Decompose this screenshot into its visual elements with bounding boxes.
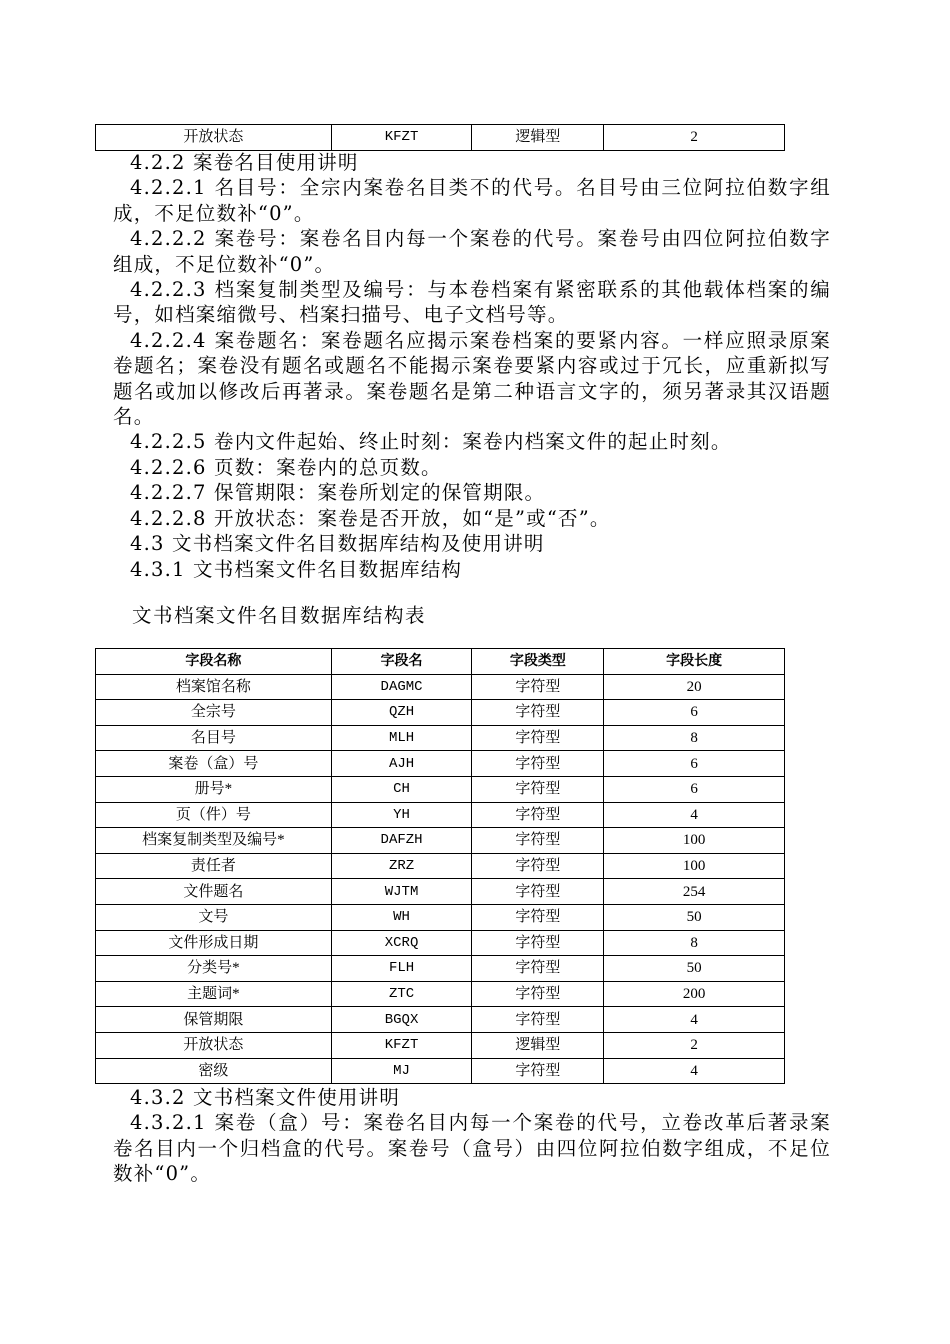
paragraph-4-2-2-5: 4.2.2.5 卷内文件起始、终止时刻：案卷内档案文件的起止时刻。 xyxy=(130,430,732,454)
field-title-cell: 密级 xyxy=(96,1058,332,1084)
field-type-cell: 字符型 xyxy=(472,776,604,802)
table-row xyxy=(96,828,785,854)
field-length-cell: 20 xyxy=(604,674,785,700)
header-field-name: 字段名 xyxy=(331,649,472,675)
field-name-cell: DAGMC xyxy=(331,674,472,700)
field-length-cell: 4 xyxy=(604,1007,785,1033)
table-row xyxy=(96,1032,785,1058)
field-name-cell: CH xyxy=(331,776,472,802)
field-length-cell: 100 xyxy=(604,828,785,854)
table-row xyxy=(96,930,785,956)
field-type-cell: 字符型 xyxy=(472,725,604,751)
field-type-cell: 字符型 xyxy=(472,700,604,726)
table-row xyxy=(96,725,785,751)
field-title-cell: 开放状态 xyxy=(96,1032,332,1058)
field-type-cell: 字符型 xyxy=(472,674,604,700)
field-name-cell: ZRZ xyxy=(331,853,472,879)
field-type-cell: 字符型 xyxy=(472,930,604,956)
field-name-cell: QZH xyxy=(331,700,472,726)
field-length-cell: 4 xyxy=(604,1058,785,1084)
header-field-length: 字段长度 xyxy=(604,649,785,675)
field-name-cell: XCRQ xyxy=(331,930,472,956)
field-title-cell: 分类号* xyxy=(96,956,332,982)
field-name-cell: YH xyxy=(331,802,472,828)
table-row xyxy=(96,879,785,905)
field-type-cell: 字符型 xyxy=(472,956,604,982)
heading-4-3: 4.3 文书档案文件名目数据库结构及使用讲明 xyxy=(130,532,545,556)
field-title-cell: 文件形成日期 xyxy=(96,930,332,956)
field-title-cell: 册号* xyxy=(96,776,332,802)
table-row xyxy=(96,1007,785,1033)
field-type-cell: 字符型 xyxy=(472,981,604,1007)
table-row xyxy=(96,904,785,930)
paragraph-4-2-2-4: 4.2.2.4 案卷题名：案卷题名应揭示案卷档案的要紧内容。一样应照录原案卷题名；案卷没有题名或题名不能揭示案卷要紧内容或过于冗长，应重新拟写题名或加以修改后再著录。案卷题名是第二种语言文字的，须另著录其汉语题名。 xyxy=(113,328,831,429)
field-type-cell: 字符型 xyxy=(472,802,604,828)
table-row xyxy=(96,751,785,777)
field-type-cell: 字符型 xyxy=(472,828,604,854)
paragraph-4-2-2-2: 4.2.2.2 案卷号：案卷名目内每一个案卷的代号。案卷号由四位阿拉伯数字组成，不足位数补“0”。 xyxy=(113,227,831,276)
database-structure-table xyxy=(95,648,785,1084)
table-body xyxy=(96,674,785,1084)
field-length-cell: 6 xyxy=(604,776,785,802)
table-row xyxy=(96,125,785,151)
paragraph-4-3-2-1: 4.3.2.1 案卷（盒）号：案卷名目内每一个案卷的代号，立卷改革后著录案卷名目内一个归档盒的代号。案卷号（盒号）由四位阿拉伯数字组成，不足位数补“0”。 xyxy=(113,1111,831,1186)
field-title-cell: 档案馆名称 xyxy=(96,674,332,700)
field-name-cell: WJTM xyxy=(331,879,472,905)
table-row xyxy=(96,674,785,700)
field-name-cell: AJH xyxy=(331,751,472,777)
paragraph-4-2-2-1: 4.2.2.1 名目号：全宗内案卷名目类不的代号。名目号由三位阿拉伯数字组成，不足位数补“0”。 xyxy=(113,176,831,225)
heading-4-3-1: 4.3.1 文书档案文件名目数据库结构 xyxy=(130,557,463,581)
heading-4-2-2: 4.2.2 案卷名目使用讲明 xyxy=(130,151,359,174)
field-length-cell: 8 xyxy=(604,930,785,956)
header-field-type: 字段类型 xyxy=(472,649,604,675)
field-name-cell: MLH xyxy=(331,725,472,751)
top-table-continuation xyxy=(95,124,785,151)
field-name-cell: ZTC xyxy=(331,981,472,1007)
field-type-cell: 字符型 xyxy=(472,879,604,905)
table-row xyxy=(96,1058,785,1084)
field-type-cell: 逻辑型 xyxy=(472,1032,604,1058)
field-type-cell: 字符型 xyxy=(472,751,604,777)
table-header-row xyxy=(96,649,785,675)
field-length-cell: 254 xyxy=(604,879,785,905)
field-title-cell: 主题词* xyxy=(96,981,332,1007)
field-name-cell: BGQX xyxy=(331,1007,472,1033)
field-length-cell: 100 xyxy=(604,853,785,879)
field-name-cell: FLH xyxy=(331,956,472,982)
table-row xyxy=(96,981,785,1007)
field-length-cell: 2 xyxy=(604,1032,785,1058)
field-name-cell: DAFZH xyxy=(331,828,472,854)
paragraph-4-2-2-6: 4.2.2.6 页数：案卷内的总页数。 xyxy=(130,455,442,479)
field-type-cell: 字符型 xyxy=(472,1007,604,1033)
field-title-cell: 名目号 xyxy=(96,725,332,751)
field-length-cell: 50 xyxy=(604,904,785,930)
field-length-cell: 50 xyxy=(604,956,785,982)
field-length-cell: 2 xyxy=(604,125,785,151)
table-row xyxy=(96,853,785,879)
field-title-cell: 文件题名 xyxy=(96,879,332,905)
field-length-cell: 8 xyxy=(604,725,785,751)
field-length-cell: 6 xyxy=(604,700,785,726)
field-title-cell: 开放状态 xyxy=(96,125,332,151)
table-row xyxy=(96,700,785,726)
field-type-cell: 逻辑型 xyxy=(472,125,604,151)
table-row xyxy=(96,776,785,802)
table-row xyxy=(96,802,785,828)
field-name-cell: MJ xyxy=(331,1058,472,1084)
field-name-cell: KFZT xyxy=(331,125,472,151)
field-title-cell: 档案复制类型及编号* xyxy=(96,828,332,854)
field-title-cell: 案卷（盒）号 xyxy=(96,751,332,777)
field-title-cell: 页（件）号 xyxy=(96,802,332,828)
field-name-cell: WH xyxy=(331,904,472,930)
field-length-cell: 200 xyxy=(604,981,785,1007)
field-title-cell: 文号 xyxy=(96,904,332,930)
field-type-cell: 字符型 xyxy=(472,904,604,930)
paragraph-4-2-2-8: 4.2.2.8 开放状态：案卷是否开放，如“是”或“否”。 xyxy=(130,506,611,530)
paragraph-4-2-2-3: 4.2.2.3 档案复制类型及编号：与本卷档案有紧密联系的其他载体档案的编号，如档案缩微号、档案扫描号、电子文档号等。 xyxy=(113,278,831,327)
section-4-2-2-text xyxy=(113,150,831,582)
field-title-cell: 责任者 xyxy=(96,853,332,879)
section-4-3-2-text xyxy=(113,1085,831,1187)
header-field-title: 字段名称 xyxy=(96,649,332,675)
field-title-cell: 保管期限 xyxy=(96,1007,332,1033)
field-length-cell: 6 xyxy=(604,751,785,777)
heading-4-3-2: 4.3.2 文书档案文件使用讲明 xyxy=(130,1086,401,1109)
field-type-cell: 字符型 xyxy=(472,853,604,879)
paragraph-4-2-2-7: 4.2.2.7 保管期限：案卷所划定的保管期限。 xyxy=(130,481,546,505)
field-type-cell: 字符型 xyxy=(472,1058,604,1084)
field-title-cell: 全宗号 xyxy=(96,700,332,726)
field-length-cell: 4 xyxy=(604,802,785,828)
table-row xyxy=(96,956,785,982)
field-name-cell: KFZT xyxy=(331,1032,472,1058)
table-caption: 文书档案文件名目数据库结构表 xyxy=(132,604,427,627)
